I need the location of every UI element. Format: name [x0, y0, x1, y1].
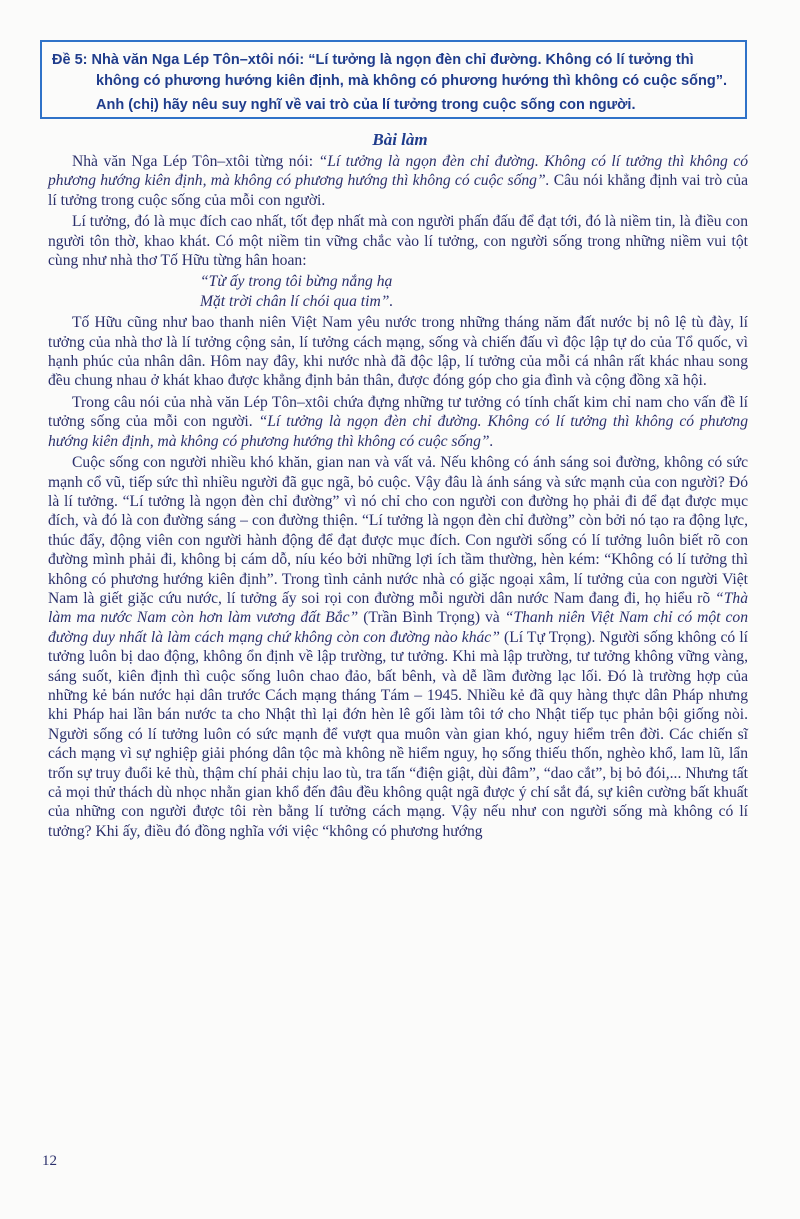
quote: “Thanh niên Việt Nam chỉ có một con đường duy nhất là làm cách mạng chứ không còn con đường nào khác”: [48, 609, 749, 646]
paragraph-3: Tố Hữu cũng như bao thanh niên Việt Nam yêu nước trong những tháng năm đất nước bị nô lệ tù đày, lí tưởng của nhà thơ là lí tưởng cộng sản, lí tưởng cách mạng, sống và chiến đấu vì độc lập tự do của Tổ quốc, vì hạnh phúc của nhân dân. Hôm nay đây, khi nước nhà đã độc lập, lí tưởng của mỗi cá nhân rất khác nhau song đều chung nhau ở khát khao được khẳng định bản thân, được đóng góp cho gia đình và cộng đồng xã hội.: [48, 314, 748, 390]
quote: “Thà làm ma nước Nam còn hơn làm vương đất Bắc”: [48, 589, 748, 627]
essay-body: [48, 152, 748, 843]
poem-quote: [48, 272, 748, 311]
exercise-prompt-box: [40, 40, 747, 119]
poem-line-2: Mặt trời chân lí chói qua tim”.: [200, 292, 394, 310]
page-number: 12: [42, 1153, 57, 1169]
essay-heading: Bài làm: [372, 130, 428, 149]
prompt-label: Đề 5:: [52, 52, 88, 68]
quote: “Lí tưởng là ngọn đèn chỉ đường. Không có lí tưởng thì không có phương hướng kiên định, mà không có phương hướng thì không có cuộc sống”.: [48, 413, 748, 450]
poem-line-1: “Từ ấy trong tôi bừng nắng hạ: [200, 273, 393, 291]
prompt-line-2: không có phương hướng kiên định, mà không có phương hướng thì không có cuộc sống”.: [96, 73, 727, 89]
paragraph-4: Trong câu nói của nhà văn Lép Tôn–xtôi chứa đựng những tư tưởng có tính chất kim chỉ nam cho vấn đề lí tưởng sống của mỗi con người. “Lí tưởng là ngọn đèn chỉ đường. Không có lí tưởng thì không có phương hướng kiên định, mà không có phương hướng thì không có cuộc sống”.: [48, 393, 748, 450]
paragraph-2: Lí tưởng, đó là mục đích cao nhất, tốt đẹp nhất mà con người phấn đấu để đạt tới, đó là niềm tin, là điều con người tôn thờ, khao khát. Có một niềm tin vững chắc vào lí tưởng, con người sống trong những niềm vui tột cùng như nhà thơ Tố Hữu từng hân hoan:: [48, 213, 748, 270]
paragraph-1: Nhà văn Nga Lép Tôn–xtôi từng nói: “Lí tưởng là ngọn đèn chỉ đường. Không có lí tưởng thì không có phương hướng kiên định, mà không có phương hướng thì không có cuộc sống”. Câu nói khẳng định vai trò của lí tưởng trong cuộc sống của mỗi con người.: [48, 153, 749, 209]
prompt-line-1: Đề 5: Nhà văn Nga Lép Tôn–xtôi nói: “Lí tưởng là ngọn đèn chỉ đường. Không có lí tưởng thì: [52, 52, 694, 68]
quote: “Lí tưởng là ngọn đèn chỉ đường. Không có lí tưởng thì không có phương hướng kiên định, mà không có phương hướng thì không có cuộc sống”.: [48, 153, 749, 190]
prompt-line-3: Anh (chị) hãy nêu suy nghĩ về vai trò của lí tưởng trong cuộc sống con người.: [96, 97, 636, 113]
paragraph-5: Cuộc sống con người nhiều khó khăn, gian nan và vất vả. Nếu không có ánh sáng soi đường, không có sức mạnh cổ vũ, tiếp sức thì nhiều người đã gục ngã, bỏ cuộc. Vậy đâu là ánh sáng và sức mạnh của con người? Đó là lí tưởng. “Lí tưởng là ngọn đèn chỉ đường” vì nó chỉ cho con người con đường họ phải đi để đạt được mục đích, và đó là con đường sáng – con đường thiện. “Lí tưởng là ngọn đèn chỉ đường” còn bởi nó tạo ra động lực, thúc đẩy, động viên con người hành động để đạt được mục đích. Con người sống có lí tưởng luôn biết rõ con đường mình phải đi, không bị cám dỗ, níu kéo bởi những lợi ích tầm thường, hèn kém: “Không có lí tưởng thì không có phương hướng kiên định”. Trong tình cảnh nước nhà có giặc ngoại xâm, lí tưởng của con người Việt Nam là giết giặc cứu nước, lí tưởng ấy soi rọi con đường mỗi người dân nước Nam đang đi, họ hiểu rõ “Thà làm ma nước Nam còn hơn làm vương đất Bắc” (Trần Bình Trọng) và “Thanh niên Việt Nam chỉ có một con đường duy nhất là làm cách mạng chứ không còn con đường nào khác” (Lí Tự Trọng). Người sống không có lí tưởng luôn bị dao động, không ổn định về lập trường, tư tưởng. Khi mà lập trường, tư tưởng không vững vàng, sáng suốt, kiên định thì cuộc sống luôn chao đảo, bất bênh, và dễ lầm đường lạc lối. Đó là trường hợp của những kẻ bán nước hại dân trước Cách mạng tháng Tám – 1945. Nhiều kẻ đã quy hàng thực dân Pháp nhưng khi Pháp hai lần bán nước ta cho Nhật thì lại đớn hèn lê gối làm tôi tớ cho Nhật tiếp tục phản bội giống nòi. Người sống có lí tưởng luôn có sức mạnh để vượt qua muôn vàn gian khó, nguy hiểm trên đời. Các chiến sĩ cách mạng vì sự nghiệp giải phóng dân tộc mà không nề hiểm nguy, họ sống thiếu thốn, nghèo khổ, lam lũ, lẩn trốn sự truy đuổi kẻ thù, thậm chí phải chịu lao tù, tra tấn “điện giật, dùi đâm”, “dao cắt”, bị bỏ đói,... Nhưng tất cả mọi thử thách dù nhọc nhằn gian khổ đến đâu đều không quật ngã được ý chí sắt đá, sự kiên cường bất khuất của những con người được tôi rèn bằng lí tưởng cách mạng. Vậy nếu như con người sống mà không có lí tưởng? Khi ấy, điều đó đồng nghĩa với việc “không có phương hướng: [48, 454, 749, 840]
